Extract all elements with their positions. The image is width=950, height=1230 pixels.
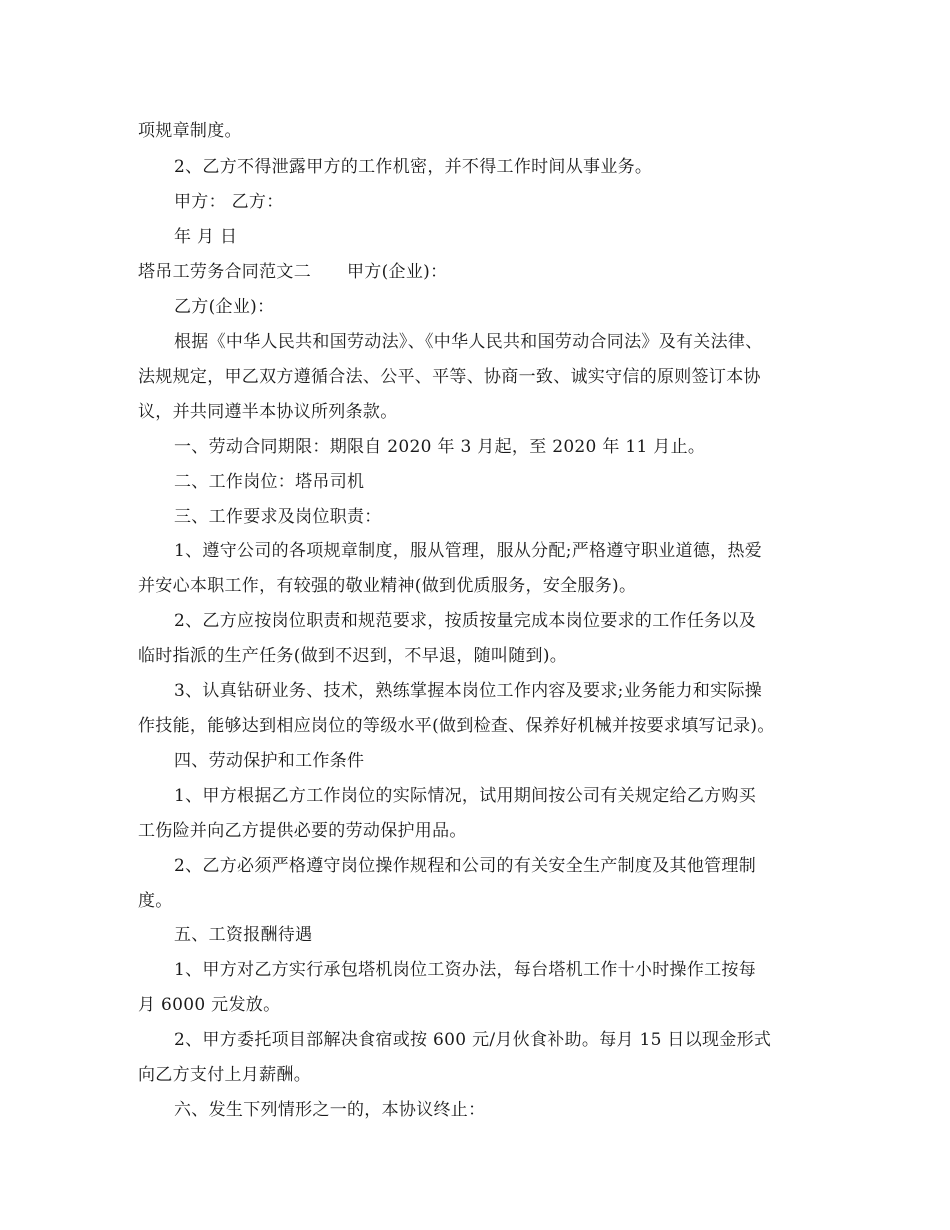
text-line: 2、甲方委托项目部解决食宿或按 600 元/月伙食补助。每月 15 日以现金形式 [174,1030,772,1050]
text-line: 向乙方支付上月薪酬。 [138,1065,311,1085]
text-line: 项规章制度。 [138,121,242,141]
text-line: 三、工作要求及岗位职责： [174,507,382,527]
text-line: 乙方(企业)： [174,297,275,317]
text-line: 1、甲方根据乙方工作岗位的实际情况，试用期间按公司有关规定给乙方购买 [174,786,757,806]
text-line: 2、乙方应按岗位职责和规范要求，按质按量完成本岗位要求的工作任务以及 [174,611,757,631]
text-line: 1、甲方对乙方实行承包塔机岗位工资办法，每台塔机工作十小时操作工按每 [174,960,757,980]
text-line: 议，并共同遵半本协议所列条款。 [138,402,398,422]
text-line: 并安心本职工作，有较强的敬业精神(做到优质服务，安全服务)。 [138,576,637,596]
text-line: 临时指派的生产任务(做到不迟到，不早退，随叫随到)。 [138,646,568,666]
section-title-line [138,262,447,282]
text-line: 2、乙方必须严格遵守岗位操作规程和公司的有关安全生产制度及其他管理制 [174,856,757,876]
text-line: 年 月 日 [174,227,238,247]
text-line: 工伤险并向乙方提供必要的劳动保护用品。 [138,821,467,841]
text-line: 一、劳动合同期限：期限自 2020 年 3 月起，至 2020 年 11 月止。 [174,437,706,457]
text-line: 甲方： 乙方： [174,192,284,212]
text-line: 度。 [138,891,173,911]
text-line: 法规规定，甲乙双方遵循合法、公平、平等、协商一致、诚实守信的原则签订本协 [138,367,761,387]
text-line: 3、认真钻研业务、技术，熟练掌握本岗位工作内容及要求;业务能力和实际操 [174,681,763,701]
text-line: 根据《中华人民共和国劳动法》、《中华人民共和国劳动合同法》及有关法律、 [174,332,763,352]
text-line: 作技能，能够达到相应岗位的等级水平(做到检查、保养好机械并按要求填写记录)。 [138,716,775,736]
text-line: 2、乙方不得泄露甲方的工作机密，并不得工作时间从事业务。 [174,157,653,177]
text-line: 五、工资报酬待遇 [174,925,313,945]
party-a-label: 甲方(企业)： [347,262,448,282]
text-line: 四、劳动保护和工作条件 [174,751,365,771]
text-line: 六、发生下列情形之一的，本协议终止： [174,1100,486,1120]
section-title: 塔吊工劳务合同范文二 [138,262,311,282]
text-line: 1、遵守公司的各项规章制度，服从管理，服从分配;严格遵守职业道德，热爱 [174,541,763,561]
text-line: 二、工作岗位：塔吊司机 [174,472,365,492]
text-line: 月 6000 元发放。 [138,995,281,1015]
